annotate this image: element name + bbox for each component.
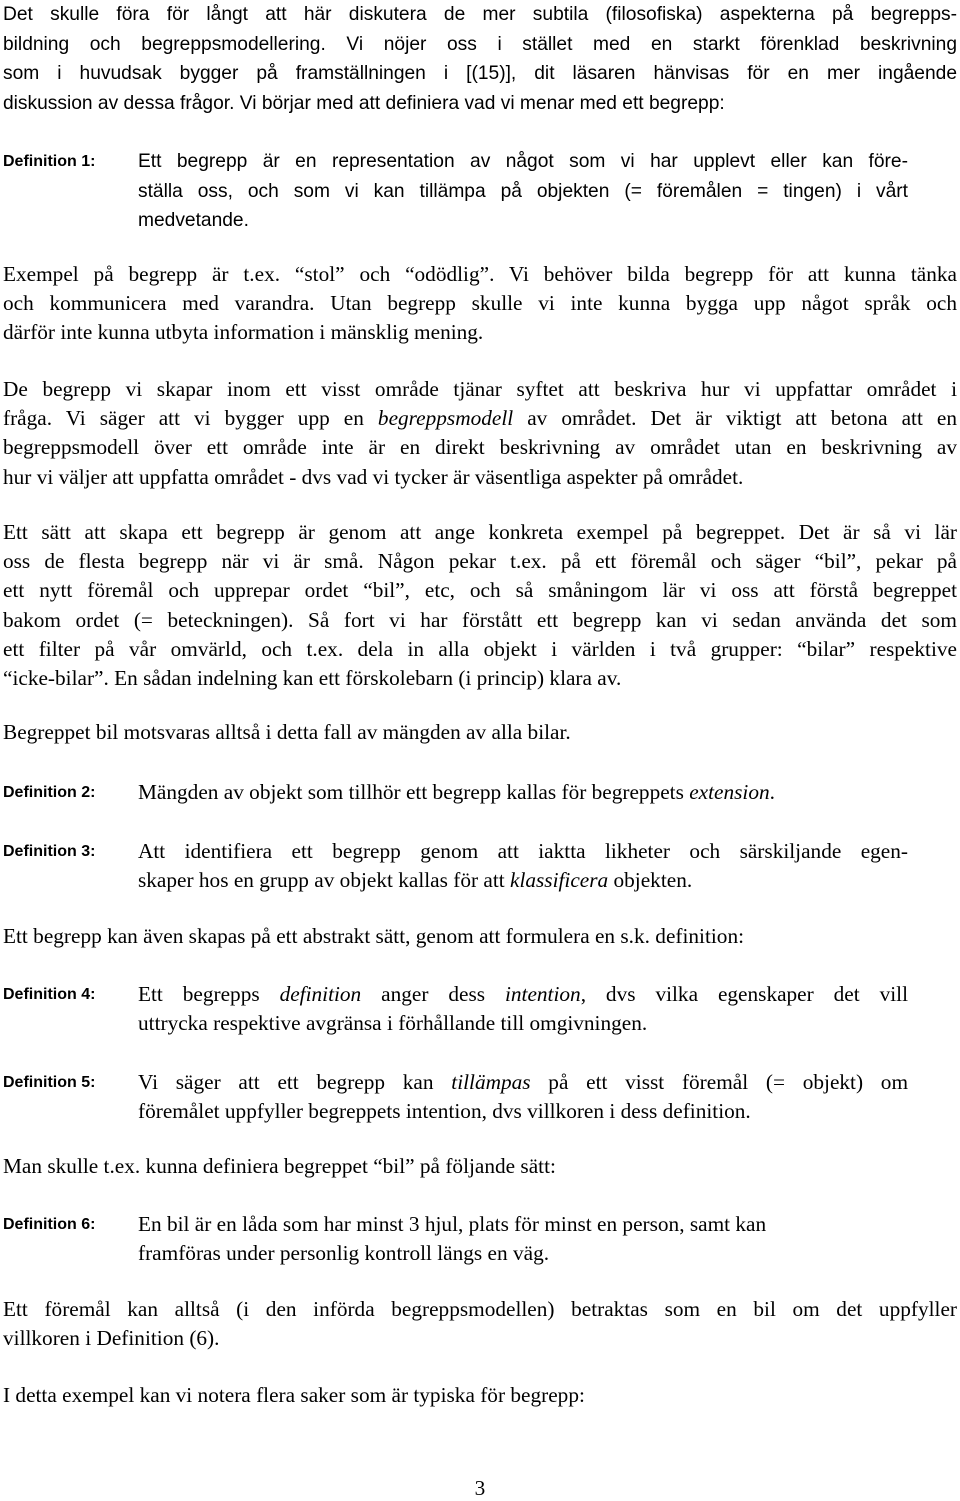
definition-line (138, 866, 908, 895)
emphasis-term: klassificera (510, 868, 609, 893)
intro-line: diskussion av dessa frågor. Vi börjar med att definiera vad vi menar med ett begrepp: (3, 92, 725, 114)
paragraph-line: “icke-bilar”. En sådan indelning kan ett förskolebarn (i princip) klara av. (3, 666, 622, 691)
text-run: . (769, 780, 775, 804)
definition-label: Definition 4: (3, 986, 96, 1003)
paragraph-line: Begreppet bil motsvaras alltså i detta fall av mängden av alla bilar. (3, 720, 571, 744)
definition-line (138, 1068, 908, 1097)
intro-line: bildning och begreppsmodellering. Vi nöjer oss i stället med en starkt förenklad beskrivning (3, 33, 957, 55)
definition-line: Att identifiera ett begrepp genom att iaktta likheter och särskiljande egen- (138, 839, 908, 863)
paragraph-line: oss de flesta begrepp när vi är små. Någon pekar t.ex. på ett föremål och säger “bil”, pekar på (3, 549, 957, 574)
concrete-paragraph (3, 518, 957, 693)
paragraph-line: hur vi väljer att uppfatta området - dvs vad vi tycker är väsentliga aspekter på området. (3, 464, 744, 489)
set-paragraph (3, 718, 957, 747)
paragraph-line: bakom ordet (= beteckningen). Så fort vi har förstått ett begrepp kan vi sedan använda det som (3, 607, 957, 632)
definition-line: medvetande. (138, 210, 249, 231)
emphasis-term: begreppsmodell (377, 406, 514, 431)
intro-line: Det skulle föra för långt att här diskutera de mer subtila (filosofiska) aspekterna på begrepps- (3, 4, 957, 25)
definition-body (138, 147, 908, 236)
paragraph-line: Ett sätt att skapa ett begrepp är genom att ange konkreta exempel på begreppet. Det är så vi lär (3, 520, 957, 544)
definition-body (138, 778, 908, 807)
paragraph-line (3, 404, 957, 433)
emphasis-term: intention (504, 982, 581, 1006)
definition-label: Definition 6: (3, 1216, 96, 1233)
paragraph-line: begreppsmodell över ett område inte är en direkt beskrivning av området utan en beskrivning av (3, 435, 957, 460)
text-run: , dvs vilka egenskaper det vill (580, 982, 908, 1006)
abstract-paragraph (3, 922, 957, 951)
definition-label: Definition 5: (3, 1074, 96, 1091)
definition-line: framföras under personlig kontroll längs en väg. (138, 1241, 550, 1266)
examples-paragraph (3, 260, 957, 348)
text-run: av området. Det är viktigt att betona att en (513, 406, 958, 431)
definition-line: Ett begrepp är en representation av något som vi har upplevt eller kan före- (138, 151, 908, 172)
intro-line: som i huvudsak bygger på framställningen i [(15)], dit läsaren hänvisas för en mer ingående (3, 63, 957, 84)
definition-label: Definition 1: (3, 153, 96, 170)
definition-line: föremålet uppfyller begreppets intention, dvs villkoren i dess definition. (138, 1099, 751, 1124)
definition-body (138, 1068, 908, 1126)
text-run: objekten. (608, 868, 693, 893)
paragraph-line: ett filter på vår omvärld, och t.ex. dela in alla objekt i världen i två grupper: “bilar” respektive (3, 636, 957, 661)
final-paragraph (3, 1381, 957, 1410)
emphasis-term: extension (689, 780, 770, 804)
definition-line (138, 980, 908, 1009)
text-run: Vi säger att ett begrepp kan (138, 1070, 452, 1094)
definition-line: En bil är en låda som har minst 3 hjul, plats för minst en person, samt kan (138, 1212, 767, 1236)
models-paragraph (3, 375, 957, 492)
object-paragraph (3, 1295, 957, 1353)
emphasis-term: definition (279, 982, 362, 1006)
definition-label: Definition 3: (3, 843, 96, 860)
page-number: 3 (474, 1476, 486, 1500)
paragraph-line: I detta exempel kan vi notera flera saker som är typiska för begrepp: (3, 1383, 585, 1407)
paragraph-line: och kommunicera med varandra. Utan begrepp skulle vi inte kunna bygga upp något språk och (3, 291, 957, 316)
definition-line: uttrycka respektive avgränsa i förhållande till omgivningen. (138, 1011, 648, 1036)
definition-body (138, 837, 908, 895)
car-paragraph (3, 1152, 957, 1181)
text-run: anger dess (361, 982, 505, 1006)
definition-body (138, 1210, 908, 1268)
text-run: Mängden av objekt som tillhör ett begrepp kallas för begreppets (138, 780, 690, 804)
paragraph-line: villkoren i Definition (6). (3, 1326, 220, 1351)
intro-paragraph (3, 0, 957, 118)
definition-label: Definition 2: (3, 784, 96, 801)
text-run: på ett visst föremål (= objekt) om (530, 1070, 909, 1094)
paragraph-line: Man skulle t.ex. kunna definiera begreppet “bil” på följande sätt: (3, 1154, 556, 1178)
text-run: skaper hos en grupp av objekt kallas för att (138, 868, 510, 893)
paragraph-line: De begrepp vi skapar inom ett visst område tjänar syftet att beskriva hur vi uppfattar området i (3, 377, 957, 401)
paragraph-line: Ett föremål kan alltså (i den införda begreppsmodellen) betraktas som en bil om det uppfyller (3, 1297, 957, 1321)
paragraph-line: Exempel på begrepp är t.ex. “stol” och “odödlig”. Vi behöver bilda begrepp för att kunna tänka (3, 262, 957, 286)
definition-line: ställa oss, och som vi kan tillämpa på objekten (= föremålen = tingen) i vårt (138, 180, 908, 202)
definition-body (138, 980, 908, 1038)
emphasis-term: tillämpas (451, 1070, 531, 1094)
paragraph-line: Ett begrepp kan även skapas på ett abstrakt sätt, genom att formulera en s.k. definition: (3, 924, 745, 948)
text-run: fråga. Vi säger att vi bygger upp en (3, 406, 378, 431)
paragraph-line: ett nytt föremål och upprepar ordet “bil”, etc, och så småningom lär vi oss att förstå begreppet (3, 578, 957, 603)
definition-line (138, 778, 908, 807)
text-run: Ett begrepps (138, 982, 280, 1006)
paragraph-line: därför inte kunna utbyta information i mänsklig mening. (3, 320, 484, 345)
